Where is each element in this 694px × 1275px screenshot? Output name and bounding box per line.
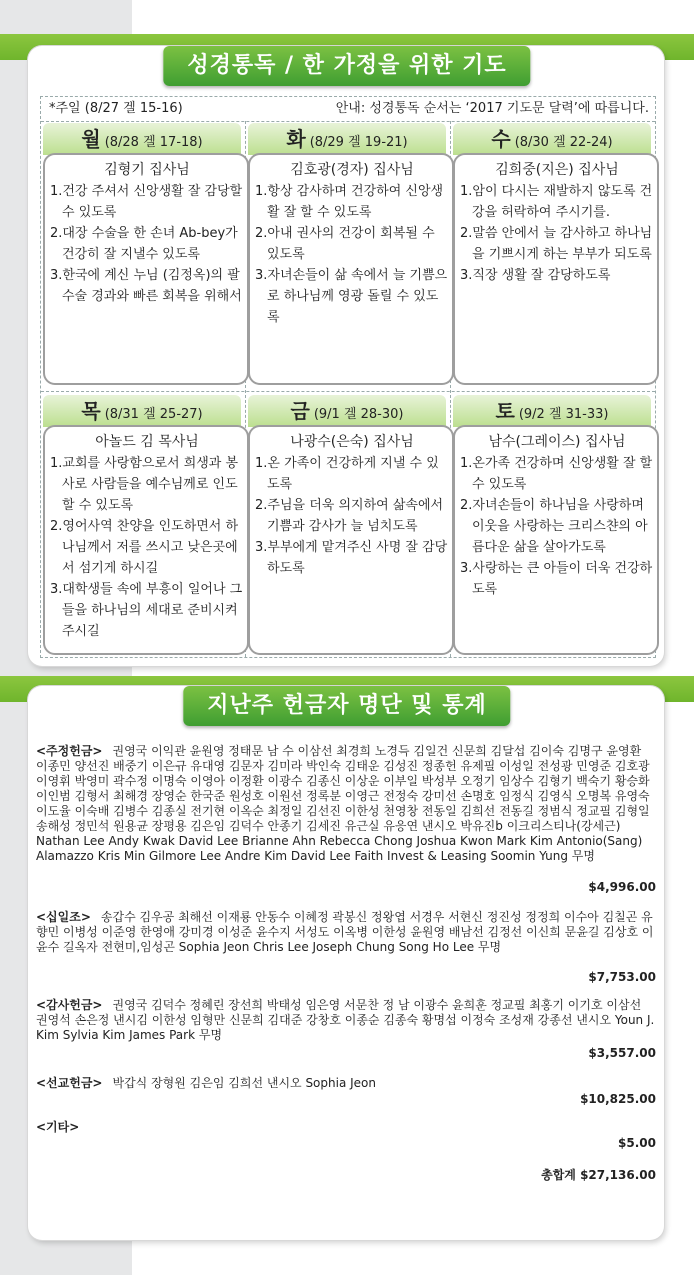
prayer-item: 3.사랑하는 큰 아들이 더욱 건강하도록 bbox=[460, 561, 653, 597]
prayer-card bbox=[43, 153, 249, 385]
prayer-info-row bbox=[41, 97, 655, 122]
prayer-item: 2.아내 권사의 건강이 회복될 수 있도록 bbox=[255, 226, 435, 262]
day-name: 월 bbox=[81, 127, 101, 151]
day-name: 토 bbox=[495, 399, 515, 423]
day-reading: (8/29 겔 19-21) bbox=[309, 135, 408, 150]
sunday-reading: *주일 (8/27 겔 15-16) bbox=[49, 101, 183, 116]
offering-group bbox=[36, 1076, 656, 1091]
day-reading: (8/28 겔 17-18) bbox=[104, 135, 203, 150]
offering-names: 박갑식 장형원 김은임 김희선 낸시오 Sophia Jeon bbox=[112, 1076, 376, 1090]
prayer-grid bbox=[40, 96, 656, 658]
prayer-card bbox=[248, 153, 454, 385]
day-name: 금 bbox=[290, 399, 310, 423]
day-header bbox=[453, 123, 651, 155]
prayer-item: 2.자녀손들이 하나님을 사랑하며 이웃을 사랑하는 크리스챤의 아름다운 삶을 살아가도록 bbox=[460, 498, 648, 555]
offering-group bbox=[36, 1120, 656, 1135]
offering-label: <기타> bbox=[36, 1120, 80, 1134]
prayer-person: 김희중(지은) 집사님 bbox=[495, 162, 619, 178]
prayer-item: 1.건강 주셔서 신앙생활 잘 감당할 수 있도록 bbox=[50, 184, 243, 220]
day-name: 화 bbox=[286, 127, 306, 151]
day-header bbox=[248, 395, 446, 427]
day-name: 목 bbox=[81, 399, 101, 423]
offering-label: <감사헌금> bbox=[36, 998, 103, 1012]
prayer-card bbox=[453, 153, 659, 385]
offering-label: <십일조> bbox=[36, 910, 91, 924]
prayer-item: 2.주님을 더욱 의지하여 삶속에서 기쁨과 감사가 늘 넘치도록 bbox=[255, 498, 444, 534]
offering-group bbox=[36, 910, 656, 955]
prayer-item: 3.직장 생활 잘 감당하도록 bbox=[460, 268, 611, 283]
prayer-item: 3.자녀손들이 삶 속에서 늘 기쁨으로 하나님께 영광 돌릴 수 있도록 bbox=[255, 268, 448, 325]
prayer-item: 1.교회를 사랑함으로서 희생과 봉사로 사람들을 예수님께로 인도할 수 있도록 bbox=[50, 456, 239, 513]
offering-amount: $5.00 bbox=[618, 1136, 656, 1150]
day-header bbox=[43, 123, 241, 155]
offering-names: 권영국 김덕수 정혜린 장선희 박태성 임은영 서문찬 정 남 이광수 윤희훈 정교필 최홍기 이기호 이삼선 권영석 손은정 낸시김 이한성 임형만 신문희 김대준 강창호 이종순 김종숙 황명섭 이정숙 조성재 강종선 낸시오 Youn J. Kim Sylvia Kim James Park 무명 bbox=[36, 998, 655, 1042]
offering-amount: $7,753.00 bbox=[588, 970, 656, 984]
offering-names: 송갑수 김우공 최해선 이재룡 안동수 이혜정 곽봉신 정왕엽 서경우 서현신 정진성 정정희 이수아 김칠곤 유향민 이병성 이준영 한영애 강미경 이성준 윤수지 서성도 이옥병 이한성 윤원영 배남선 김정선 이신희 문윤길 김상호 이윤수 길옥자 전현미,임성곤 Sophia Jeon Chris Lee Joseph Chung Song Ho Lee 무명 bbox=[36, 910, 654, 954]
prayer-person: 나광수(은숙) 집사님 bbox=[290, 434, 414, 450]
prayer-item: 3.대학생들 속에 부흥이 일어나 그들을 하나님의 세대로 준비시켜주시길 bbox=[50, 582, 243, 639]
prayer-person: 김형기 집사님 bbox=[104, 162, 190, 178]
prayer-card bbox=[43, 425, 249, 655]
day-reading: (9/2 겔 31-33) bbox=[518, 407, 609, 422]
day-header bbox=[43, 395, 241, 427]
prayer-item: 1.항상 감사하며 건강하여 신앙생활 잘 할 수 있도록 bbox=[255, 184, 444, 220]
day-header bbox=[453, 395, 651, 427]
prayer-card bbox=[453, 425, 659, 655]
offering-names: 권영국 이익관 윤원영 정태문 남 수 이삼선 최경희 노경득 김일건 신문희 김달섭 김이숙 김명구 윤영환 이종민 양선진 배중기 이은규 유대영 김문자 김미라 박인숙 김태운 김성진 정종헌 유제필 이성일 전성광 민영준 김호광 이영휘 박영미 곽수정 이명숙 이영아 이정환 이광수 김종신 이상운 이부일 박성부 오정기 임상수 김형기 백숙기 황승화 이인범 김형서 최해경 장영순 한국준 원성호 이원선 정록분 이영근 전정숙 강미선 손명호 임정식 김영식 오명복 유영숙 이도율 이숙배 김병수 김종실 전기현 이옥순 최정일 김선진 이한성 천영창 전동일 김희선 전동길 정범식 정교필 김형일 송해성 정민석 원용균 장평용 김은임 김덕수 안종기 김세진 유근실 유응연 낸시오 박유진b 이크리스티나(강세근) Nathan Lee Andy Kwak David Lee Brianne Ahn Rebecca Chong Joshua Kwon Mark Kim Antonio(Sang) Alamazzo Kris Min Gilmore Lee Andre Kim David Lee Faith Invest & Leasing Soomin Yung 무명 bbox=[36, 744, 650, 863]
prayer-item: 2.말씀 안에서 늘 감사하고 하나님을 기쁘시게 하는 부부가 되도록 bbox=[460, 226, 653, 262]
offering-group bbox=[36, 998, 656, 1043]
offering-amount: $10,825.00 bbox=[580, 1092, 656, 1106]
prayer-item: 2.영어사역 찬양을 인도하면서 하나님께서 저를 쓰시고 낮은곳에서 섬기게 하시길 bbox=[50, 519, 239, 576]
prayer-item: 1.온가족 건강하며 신앙생활 잘 할 수 있도록 bbox=[460, 456, 653, 492]
prayer-item: 2.대장 수술을 한 손녀 Ab-bey가 건강히 잘 지낼수 있도록 bbox=[50, 226, 238, 262]
prayer-card bbox=[248, 425, 454, 655]
prayer-item: 1.암이 다시는 재발하지 않도록 건강을 허락하여 주시기를. bbox=[460, 184, 653, 220]
prayer-item: 1.온 가족이 건강하게 지낼 수 있도록 bbox=[255, 456, 439, 492]
offering-label: <주정헌금> bbox=[36, 744, 103, 758]
offering-amount: $4,996.00 bbox=[588, 880, 656, 894]
offering-group bbox=[36, 744, 656, 864]
prayer-person: 남수(그레이스) 집사님 bbox=[488, 434, 626, 450]
day-header bbox=[248, 123, 446, 155]
prayer-item: 3.한국에 계신 누님 (김정옥)의 팔수술 경과와 빠른 회복을 위해서 bbox=[50, 268, 242, 304]
prayer-title: 성경통독 / 한 가정을 위한 기도 bbox=[163, 46, 530, 86]
day-name: 수 bbox=[491, 127, 511, 151]
prayer-item: 3.부부에게 맡겨주신 사명 잘 감당하도록 bbox=[255, 540, 448, 576]
prayer-person: 김호광(경자) 집사님 bbox=[290, 162, 414, 178]
offering-title: 지난주 헌금자 명단 및 통계 bbox=[183, 686, 510, 726]
offering-label: <선교헌금> bbox=[36, 1076, 103, 1090]
grid-divider bbox=[41, 391, 655, 392]
offering-total: 총합계 $27,136.00 bbox=[541, 1168, 656, 1182]
reading-notice: 안내: 성경통독 순서는 ‘2017 기도문 달력’에 따릅니다. bbox=[335, 101, 649, 116]
day-reading: (9/1 겔 28-30) bbox=[313, 407, 404, 422]
day-reading: (8/31 겔 25-27) bbox=[104, 407, 203, 422]
offering-amount: $3,557.00 bbox=[588, 1046, 656, 1060]
prayer-person: 아놀드 김 목사님 bbox=[95, 434, 199, 450]
day-reading: (8/30 겔 22-24) bbox=[514, 135, 613, 150]
